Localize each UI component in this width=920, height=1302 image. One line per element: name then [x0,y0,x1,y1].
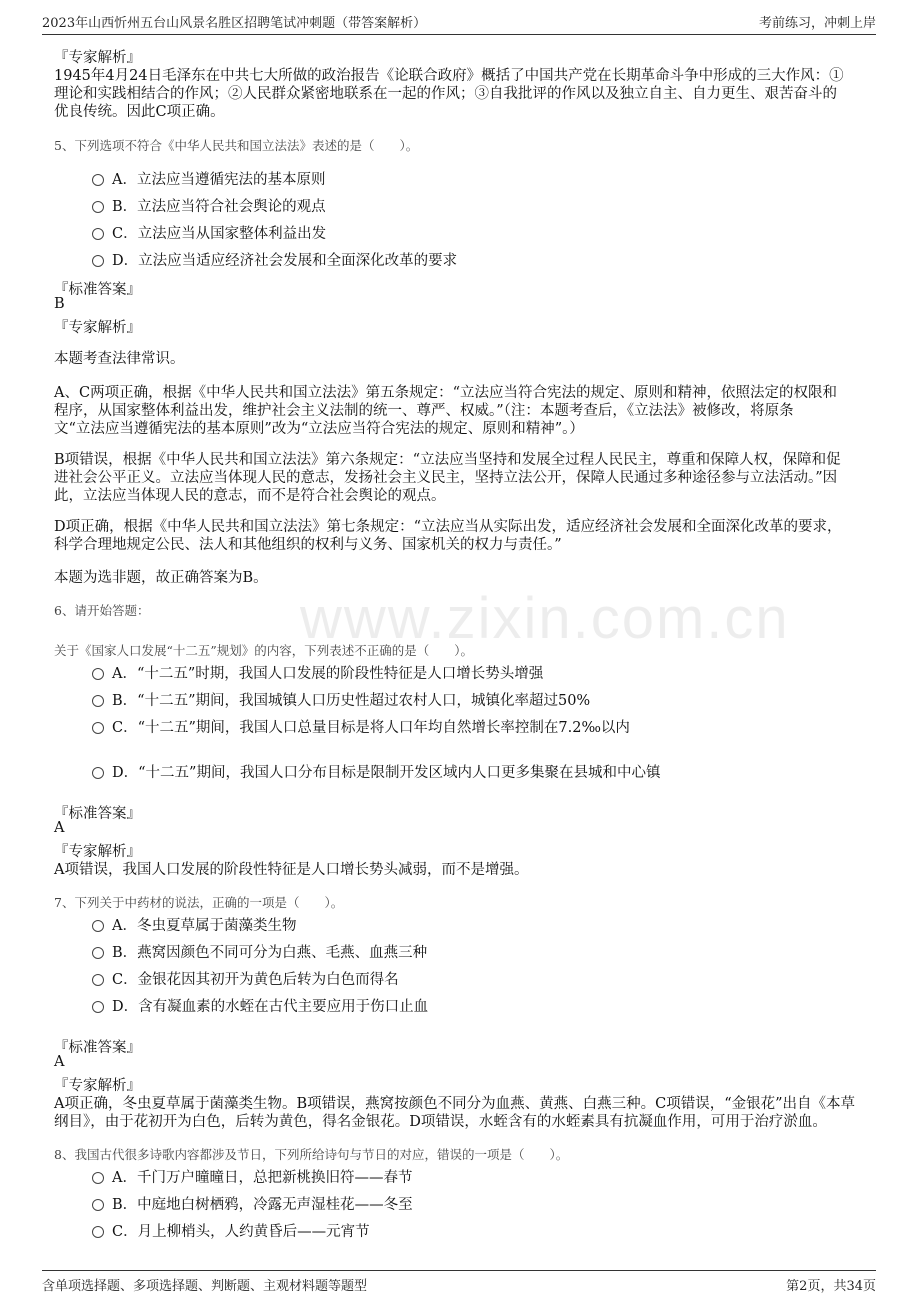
option-label: D．含有凝血素的水蛭在古代主要应用于伤口止血 [112,999,429,1015]
radio-icon[interactable] [92,974,104,986]
expert-label: 『专家解析』 [54,1078,141,1094]
analysis-line: A、C两项正确，根据《中华人民共和国立法法》第五条规定：“立法应当符合宪法的规定、原则和精神，依照法定的权限和 [54,385,837,401]
analysis-line: 理论和实践相结合的作风；②人民群众紧密地联系在一起的作风；③自我批评的作风以及独立自主、自力更生、艰苦奋斗的 [54,86,837,102]
radio-icon[interactable] [92,255,104,267]
radio-icon[interactable] [92,1226,104,1238]
option-d[interactable] [92,761,660,782]
option-a[interactable] [92,168,325,189]
analysis-line: B项错误，根据《中华人民共和国立法法》第六条规定：“立法应当坚持和发展全过程人民民主，尊重和保障人权，保障和促 [54,452,841,468]
analysis-line: 纲目》，由于花初开为白色，后转为黄色，得名金银花。D项错误，水蛭含有的水蛭素具有抗凝血作用，可用于治疗淤血。 [54,1114,827,1130]
document-title: 2023年山西忻州五台山风景名胜区招聘笔试冲刺题（带答案解析） [42,16,427,31]
analysis-line: 优良传统。因此C项正确。 [54,104,225,120]
option-label: D．“十二五”期间，我国人口分布目标是限制开发区域内人口更多集聚在县城和中心镇 [112,765,661,781]
option-label: C．金银花因其初开为黄色后转为白色而得名 [112,972,399,988]
radio-icon[interactable] [92,920,104,932]
page-footer [42,1270,876,1295]
radio-icon[interactable] [92,722,104,734]
option-b[interactable] [92,941,427,962]
option-b[interactable] [92,195,326,216]
expert-label: 『专家解析』 [54,844,141,860]
option-label: B．立法应当符合社会舆论的观点 [112,199,326,215]
radio-icon[interactable] [92,1199,104,1211]
expert-label: 『专家解析』 [54,50,141,66]
option-label: D．立法应当适应经济社会发展和全面深化改革的要求 [112,253,458,269]
analysis-line: 科学合理地规定公民、法人和其他组织的权利与义务、国家机关的权力与责任。” [54,537,562,553]
analysis-line: 进社会公平正义。立法应当体现人民的意志，发扬社会主义民主，坚持立法公开，保障人民通过多种途径参与立法活动。”因 [54,470,838,486]
header-slogan: 考前练习，冲刺上岸 [758,16,876,31]
analysis-line: 本题为选非题，故正确答案为B。 [54,570,268,586]
option-b[interactable] [92,1193,413,1214]
page-header [42,10,876,35]
analysis-line: 本题考查法律常识。 [54,351,185,367]
option-a[interactable] [92,914,296,935]
page-number: 第2页，共34页 [786,1279,876,1294]
option-label: C．“十二五”期间，我国人口总量目标是将人口年均自然增长率控制在7.2‰以内 [112,720,630,736]
option-label: A．“十二五”时期，我国人口发展的阶段性特征是人口增长势头增强 [112,666,544,682]
answer-label: 『标准答案』 [54,282,141,298]
answer-value: A [54,820,65,836]
option-c[interactable] [92,716,630,737]
option-c[interactable] [92,968,399,989]
option-a[interactable] [92,662,543,683]
answer-label: 『标准答案』 [54,1040,141,1056]
analysis-line: 1945年4月24日毛泽东在中共七大所做的政治报告《论联合政府》概括了中国共产党在长期革命斗争中形成的三大作风：① [54,68,844,84]
radio-icon[interactable] [92,228,104,240]
analysis-line: 程序，从国家整体利益出发，维护社会主义法制的统一、尊严、权威。”（注：本题考查后，《立法法》被修改，将原条 [54,403,794,419]
radio-icon[interactable] [92,174,104,186]
option-d[interactable] [92,995,428,1016]
radio-icon[interactable] [92,668,104,680]
option-a[interactable] [92,1166,412,1187]
analysis-line: A项错误，我国人口发展的阶段性特征是人口增长势头减弱，而不是增强。 [54,862,529,878]
radio-icon[interactable] [92,201,104,213]
question-stem: 7、下列关于中药材的说法，正确的一项是（ ）。 [54,895,344,910]
option-label: B．“十二五”期间，我国城镇人口历史性超过农村人口，城镇化率超过50% [112,693,591,709]
question-stem: 5、下列选项不符合《中华人民共和国立法法》表述的是（ ）。 [54,138,419,153]
option-d[interactable] [92,249,457,270]
radio-icon[interactable] [92,1172,104,1184]
option-label: B．中庭地白树栖鸦，冷露无声湿桂花——冬至 [112,1197,413,1213]
option-c[interactable] [92,1220,370,1241]
option-b[interactable] [92,689,590,710]
option-c[interactable] [92,222,326,243]
radio-icon[interactable] [92,1001,104,1013]
answer-value: A [54,1054,65,1070]
radio-icon[interactable] [92,767,104,779]
option-label: A．立法应当遵循宪法的基本原则 [112,172,326,188]
analysis-line: 此，立法应当体现人民的意志，而不是符合社会舆论的观点。 [54,488,446,504]
option-label: C．立法应当从国家整体利益出发 [112,226,327,242]
radio-icon[interactable] [92,947,104,959]
analysis-line: 文“立法应当遵循宪法的基本原则”改为“立法应当符合宪法的规定、原则和精神”。） [54,421,584,437]
option-label: A．千门万户曈曈日，总把新桃换旧符——春节 [112,1170,413,1186]
analysis-line: A项正确，冬虫夏草属于菌藻类生物。B项错误，燕窝按颜色不同分为血燕、黄燕、白燕三种。C项错误，“金银花”出自《本草 [54,1096,856,1112]
analysis-line: D项正确，根据《中华人民共和国立法法》第七条规定：“立法应当从实际出发，适应经济社会发展和全面深化改革的要求， [54,519,842,535]
question-stem: 6、请开始答题： [54,603,150,618]
answer-value: B [54,296,65,312]
question-stem: 8、我国古代很多诗歌内容都涉及节日，下列所给诗句与节日的对应，错误的一项是（ ）。 [54,1147,569,1162]
answer-label: 『标准答案』 [54,806,141,822]
option-label: B．燕窝因颜色不同可分为白燕、毛燕、血燕三种 [112,945,428,961]
radio-icon[interactable] [92,695,104,707]
footer-note: 含单项选择题、多项选择题、判断题、主观材料题等题型 [42,1279,368,1294]
expert-label: 『专家解析』 [54,320,141,336]
option-label: A．冬虫夏草属于菌藻类生物 [112,918,297,934]
watermark: www.zixin.com.cn [300,586,790,651]
option-label: C．月上柳梢头，人约黄昏后——元宵节 [112,1224,370,1240]
question-sub-stem: 关于《国家人口发展“十二五”规划》的内容，下列表述不正确的是（ ）。 [54,643,474,658]
